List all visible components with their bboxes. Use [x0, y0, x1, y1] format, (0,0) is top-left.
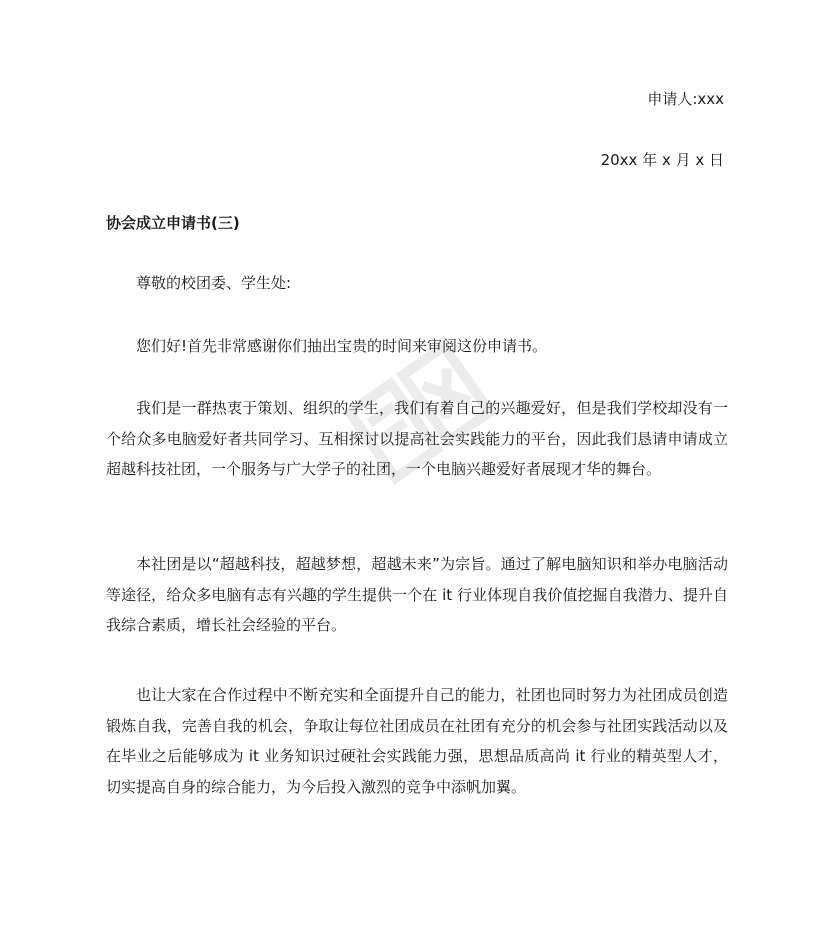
body-paragraph-2: 本社团是以“超越科技，超越梦想，超越未来”为宗旨。通过了解电脑知识和举办电脑活动等途径，给众多电脑有志有兴趣的学生提供一个在 it 行业体现自我价值挖掘自我潜力、提升自我综合素质，增长社会经验的平台。 — [106, 555, 728, 634]
applicant-line: 申请人:xxx — [647, 90, 724, 108]
greeting: 您们好!首先非常感谢你们抽出宝贵的时间来审阅这份申请书。 — [136, 337, 548, 355]
salutation: 尊敬的校团委、学生处: — [136, 274, 292, 292]
date-line: 20xx 年 x 月 x 日 — [600, 151, 724, 169]
body-paragraph-3: 也让大家在合作过程中不断充实和全面提升自己的能力，社团也同时努力为社团成员创造锻炼自我，完善自我的机会，争取让每位社团成员在社团有充分的机会参与社团实践活动以及在毕业之后能够成为 it 业务知识过硬社会实践能力强，思想品质高尚 it 行业的精英型人才，切实提高自身的综合能力，为今后投入激烈的竞争中添帆加翼。 — [106, 686, 728, 796]
document-title: 协会成立申请书(三) — [106, 214, 240, 232]
body-paragraph-1: 我们是一群热衷于策划、组织的学生，我们有着自己的兴趣爱好，但是我们学校却没有一个给众多电脑爱好者共同学习、互相探讨以提高社会实践能力的平台，因此我们恳请申请成立超越科技社团，一个服务与广大学子的社团，一个电脑兴趣爱好者展现才华的舞台。 — [106, 399, 728, 478]
